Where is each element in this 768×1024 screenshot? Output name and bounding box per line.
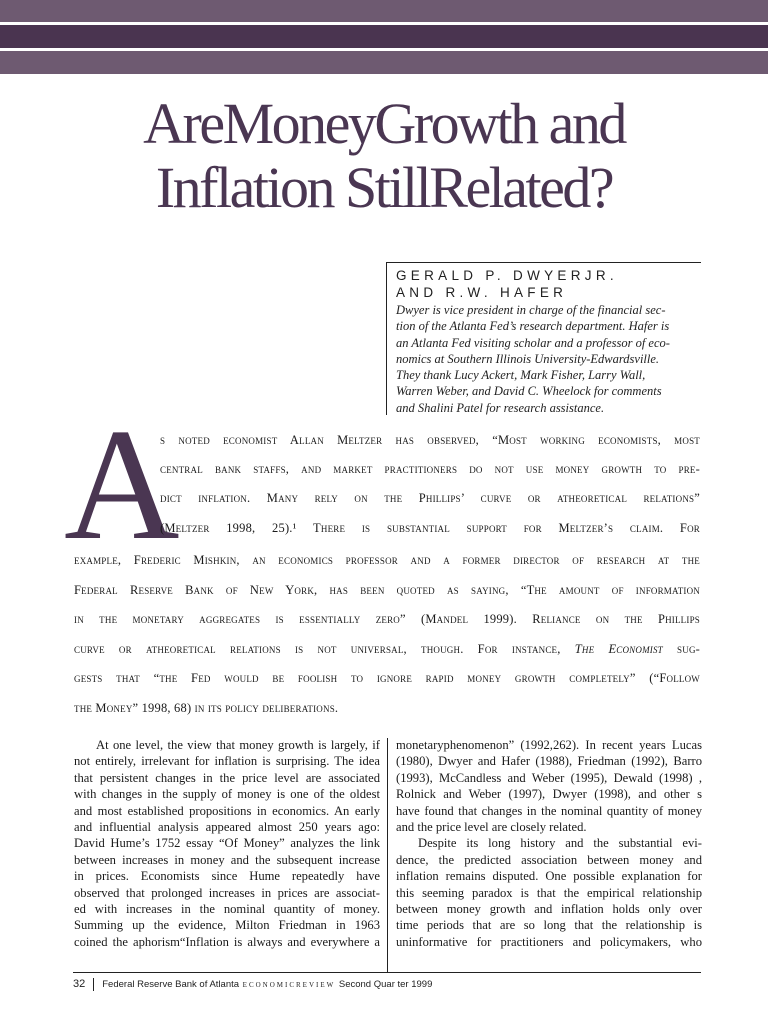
footer-publisher: Federal Reserve Bank of Atlanta bbox=[102, 979, 240, 990]
footer-divider bbox=[93, 978, 94, 991]
body-line: and the price level are closely related. bbox=[396, 820, 587, 835]
body-line: observed that prolonged increases in prices are associat- bbox=[74, 885, 380, 900]
left-column bbox=[74, 737, 380, 950]
page-footer bbox=[73, 977, 432, 993]
footer-rule bbox=[73, 972, 701, 973]
author-box bbox=[386, 262, 701, 415]
intro-line: gests that “the Fed would be foolish to ignore rapid money growth completely” (“Follow bbox=[74, 671, 700, 685]
author-bio bbox=[396, 302, 702, 416]
header-band-top bbox=[0, 0, 768, 22]
header-band-bottom bbox=[0, 51, 768, 74]
author-line-2: AND R.W. HAFER bbox=[396, 285, 568, 300]
body-line: in prices. Economists since Hume repeatedly have bbox=[74, 869, 380, 884]
body-line: Summing up the evidence, Milton Friedman in 1963 bbox=[74, 918, 380, 933]
intro-line: dict inflation. Many rely on the Phillips’ curve or atheoretical relations” bbox=[160, 491, 700, 505]
intro-line: (Meltzer 1998, 25).¹ There is substantial support for Meltzer’s claim. For bbox=[160, 521, 700, 535]
body-line: that persistent changes in the price level are associated bbox=[74, 770, 380, 785]
body-line: dence, the predicted association between money and bbox=[396, 852, 702, 867]
body-line: and influential analysis appeared almost 250 years ago: bbox=[74, 820, 380, 835]
bio-line: and Shalini Patel for research assistance. bbox=[396, 400, 605, 415]
bio-line: Dwyer is vice president in charge of the financial sec- bbox=[396, 303, 666, 317]
body-line: coined the aphorism“Inflation is always and everywhere a bbox=[74, 934, 380, 949]
body-line: uninformative for practitioners and policymakers, who bbox=[396, 934, 702, 949]
intro-line: central bank staffs, and market practitioners do not use money growth to pre- bbox=[160, 462, 700, 476]
author-line-1: GERALD P. DWYERJR. bbox=[396, 268, 618, 283]
publication-name: The Economist bbox=[574, 642, 663, 656]
intro-line: in the monetary aggregates is essentially zero” (Mandel 1999). Reliance on the Phillips bbox=[74, 612, 700, 626]
body-line: ed with increases in the nominal quantity of money. bbox=[74, 902, 380, 917]
drop-cap: A bbox=[64, 395, 180, 573]
body-line: time periods that are so long that the relationship is bbox=[396, 918, 702, 933]
title-line-2: Inflation StillRelated? bbox=[155, 155, 613, 220]
bio-line: tion of the Atlanta Fed’s research department. Hafer is bbox=[396, 319, 670, 334]
intro-line: s noted economist Allan Meltzer has observed, “Most working economists, most bbox=[160, 433, 700, 447]
body-line: inflation remains disputed. One possible explanation for bbox=[396, 869, 702, 884]
body-line: not entirely, irrelevant for inflation is surprising. The idea bbox=[74, 754, 380, 769]
body-line: At one level, the view that money growth is largely, if bbox=[96, 738, 380, 752]
body-line: between money growth and inflation holds only over bbox=[396, 902, 702, 917]
body-line: and most established propositions in economics. An early bbox=[74, 803, 380, 818]
page-number: 32 bbox=[73, 978, 86, 990]
footer-issue: Second Quar ter 1999 bbox=[338, 979, 433, 990]
intro-line bbox=[74, 642, 700, 657]
body-line: (1993), McCandless and Weber (1995), Dewald (1998) , bbox=[396, 770, 702, 785]
body-line: between increases in money and the subsequent increase bbox=[74, 852, 380, 867]
article-title bbox=[0, 92, 768, 220]
author-names bbox=[396, 267, 618, 301]
bio-line: an Atlanta Fed visiting scholar and a professor of eco- bbox=[396, 335, 670, 350]
body-line: this seeming paradox is that the empirical relationship bbox=[396, 885, 702, 900]
intro-line: example, Frederic Mishkin, an economics professor and a former director of research at the bbox=[74, 553, 700, 567]
body-line: (1980), Dwyer and Hafer (1988), Friedman (1992), Barro bbox=[396, 754, 702, 769]
footer-journal: ECONOMICREVIEW bbox=[242, 981, 336, 989]
body-line: David Hume’s 1752 essay “Of Money” analyzes the link bbox=[74, 836, 380, 851]
body-line: Despite its long history and the substantial evi- bbox=[418, 836, 702, 851]
body-line: with changes in the supply of money is one of the oldest bbox=[74, 787, 380, 802]
bio-line: nomics at Southern Illinois University-Edwardsville. bbox=[396, 351, 660, 366]
body-line: monetaryphenomenon” (1992,262). In recent years Lucas bbox=[396, 738, 702, 752]
intro-line: the Money” 1998, 68) in its policy deliberations. bbox=[74, 701, 339, 715]
right-column bbox=[396, 737, 702, 950]
column-divider bbox=[387, 738, 388, 972]
title-line-1: AreMoneyGrowth and bbox=[143, 91, 625, 156]
bio-line: They thank Lucy Ackert, Mark Fisher, Larry Wall, bbox=[396, 368, 646, 383]
intro-line-text: curve or atheoretical relations is not universal, though. For instance, bbox=[74, 642, 561, 656]
intro-line: Federal Reserve Bank of New York, has been quoted as saying, “The amount of information bbox=[74, 583, 700, 597]
bio-line: Warren Weber, and David C. Wheelock for comments bbox=[396, 384, 662, 399]
body-line: Rolnick and Weber (1997), Dwyer (1998), and other s bbox=[396, 787, 702, 802]
body-line: have found that changes in the nominal quantity of money bbox=[396, 803, 702, 818]
header-band-middle bbox=[0, 25, 768, 48]
intro-line-tail: sug- bbox=[677, 642, 701, 656]
